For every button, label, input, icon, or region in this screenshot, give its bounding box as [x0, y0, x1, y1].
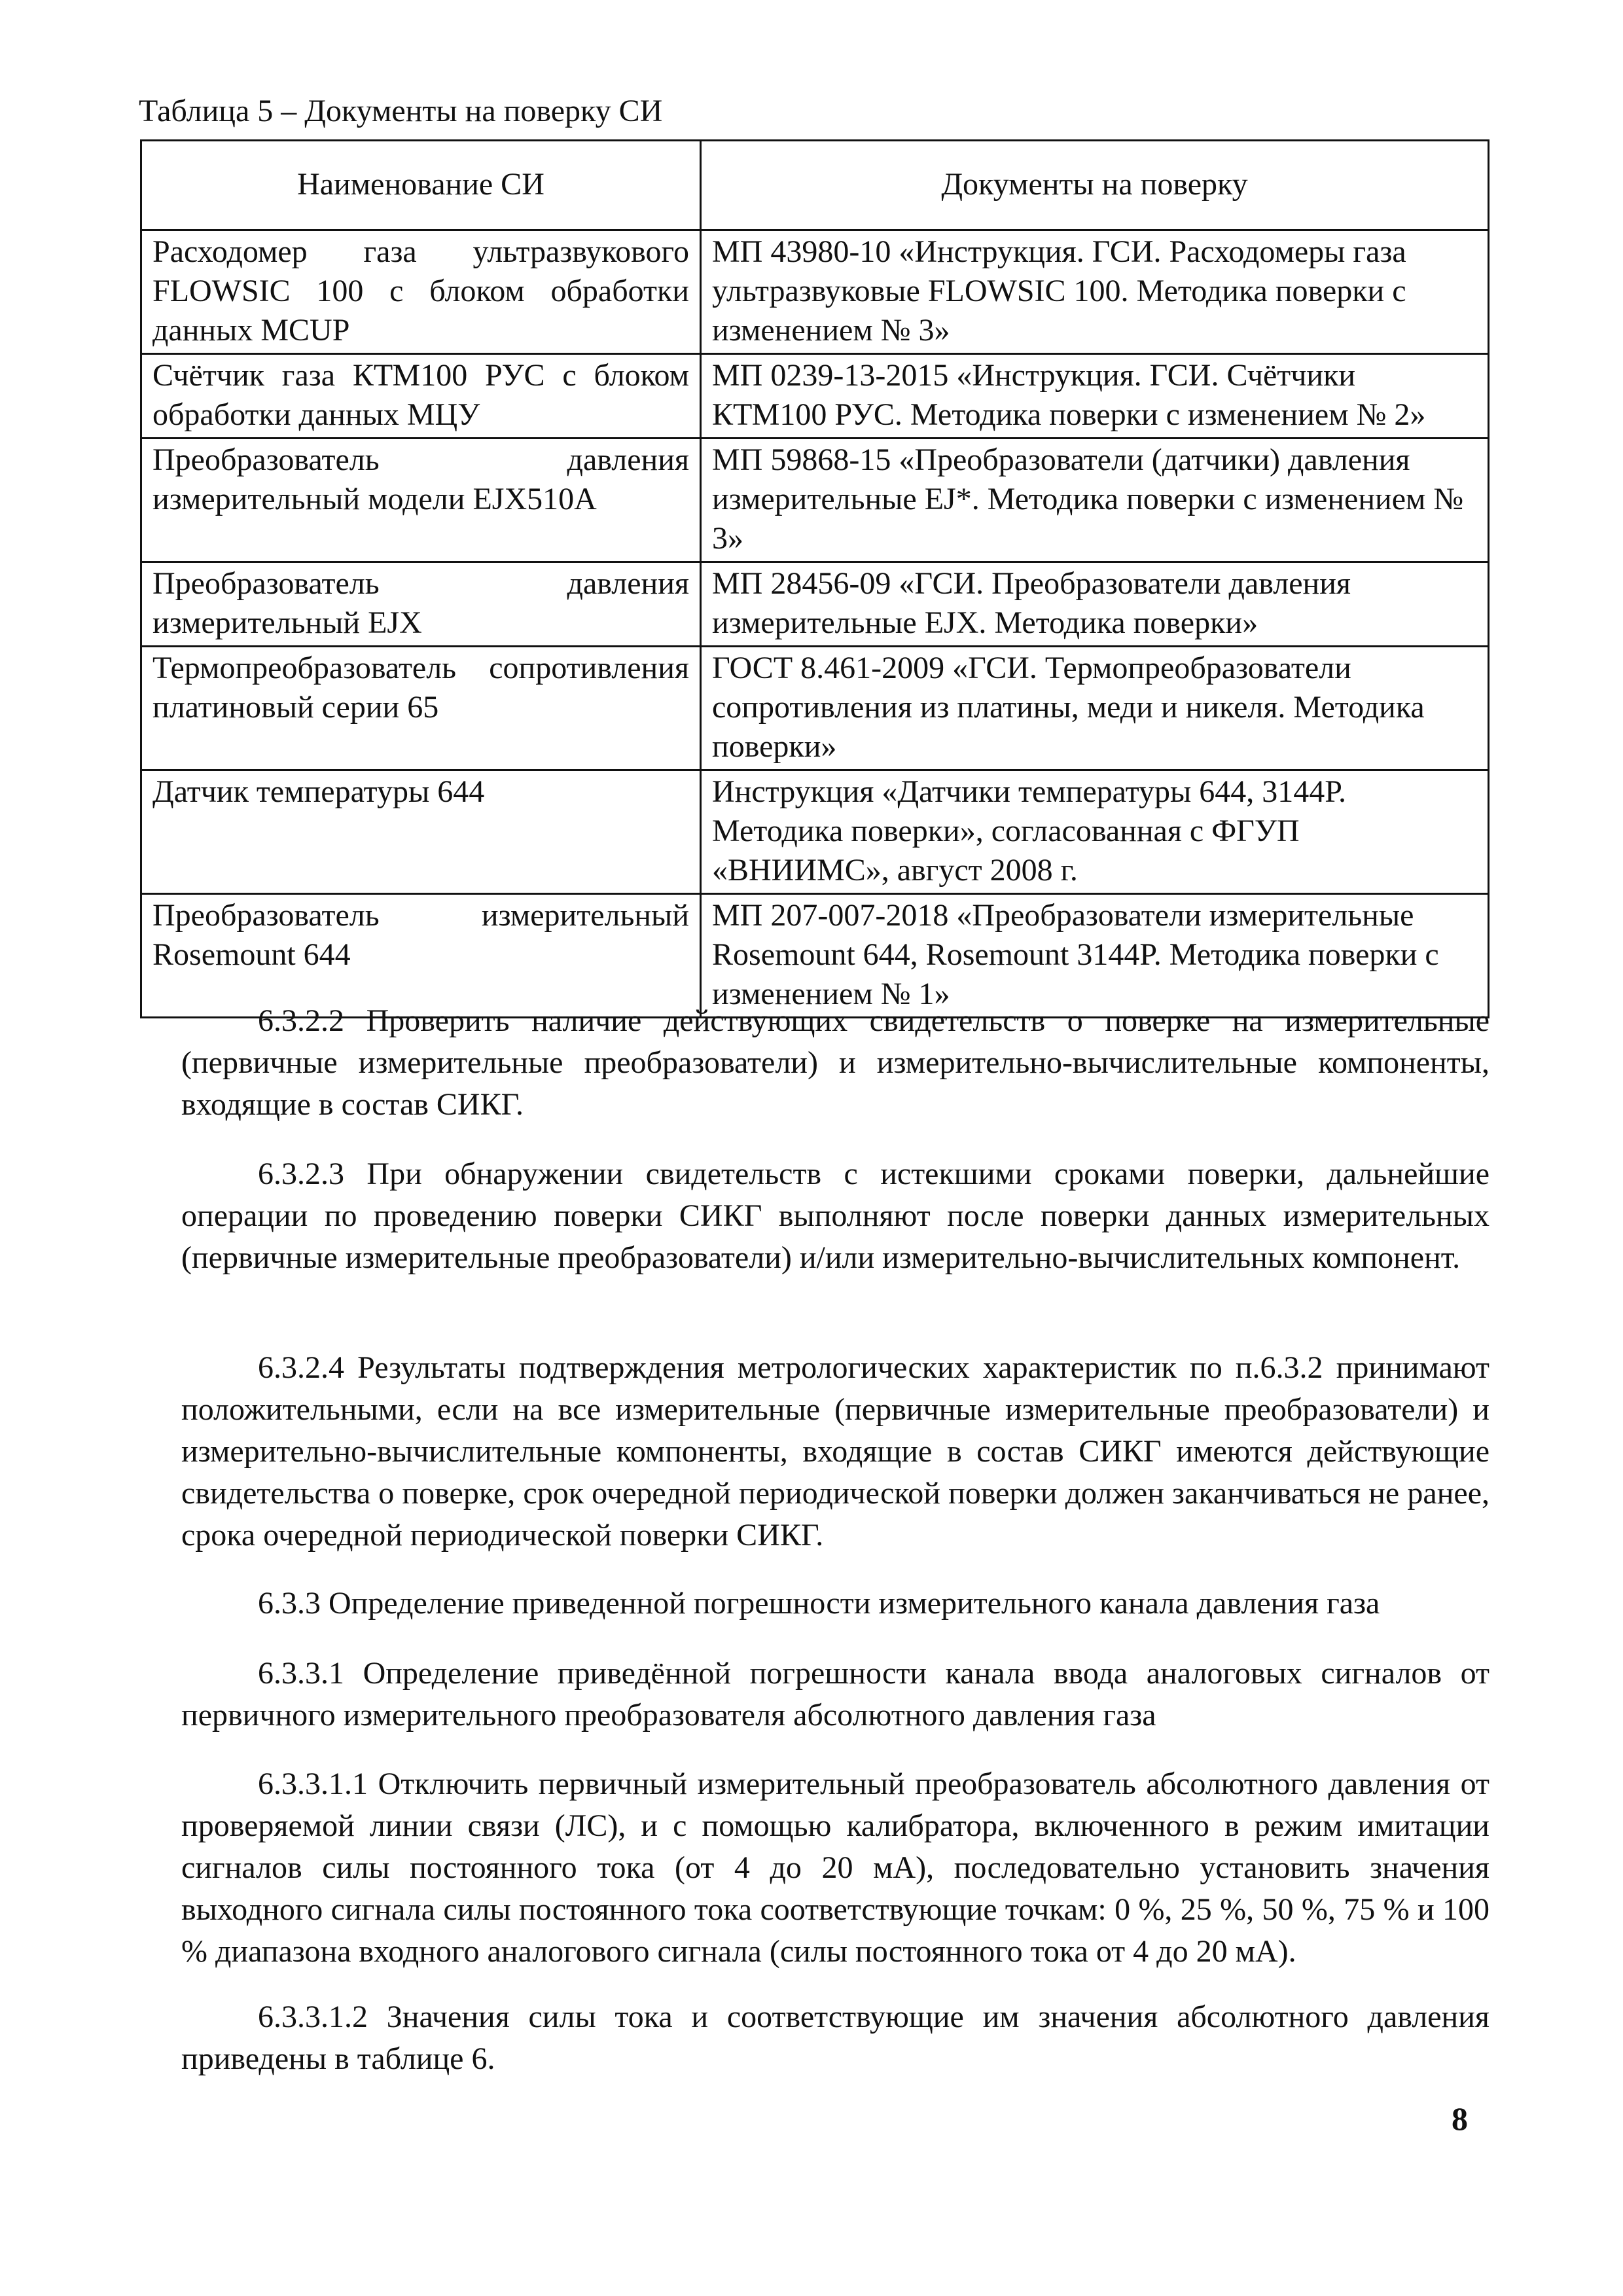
instrument-name-cell: Преобразователь измерительный Rosemount 644: [141, 894, 701, 1018]
table-caption: Таблица 5 – Документы на поверку СИ: [139, 94, 663, 128]
instrument-name-cell: Датчик температуры 644: [141, 770, 701, 894]
table-row: [141, 230, 1489, 354]
instrument-name-cell: Счётчик газа КТМ100 РУС с блоком обработки данных МЦУ: [141, 354, 701, 439]
instrument-name-cell: Расходомер газа ультразвукового FLOWSIC 100 с блоком обработки данных MCUP: [141, 230, 701, 354]
instrument-name-cell: Преобразователь давления измерительный EJX: [141, 562, 701, 647]
verification-doc-cell: МП 28456-09 «ГСИ. Преобразователи давления измерительные EJX. Методика поверки»: [701, 562, 1489, 647]
paragraph-6-3-3-1-2: [181, 1996, 1489, 2080]
table-row: [141, 770, 1489, 894]
header-instrument-name: Наименование СИ: [141, 141, 701, 230]
page-number: 8: [1452, 2100, 1468, 2137]
clause-number: 6.3.2.2: [258, 1003, 344, 1038]
paragraph-6-3-2-2: [181, 1000, 1489, 1126]
paragraph-6-3-2-4: [181, 1347, 1489, 1556]
instrument-name-cell: Термопреобразователь сопротивления платиновый серии 65: [141, 647, 701, 770]
table-row: [141, 439, 1489, 562]
verification-doc-cell: ГОСТ 8.461-2009 «ГСИ. Термопреобразователи сопротивления из платины, меди и никеля. Методика поверки»: [701, 647, 1489, 770]
instrument-name-cell: Преобразователь давления измерительный модели EJX510A: [141, 439, 701, 562]
table-row: [141, 562, 1489, 647]
verification-doc-cell: МП 207-007-2018 «Преобразователи измерительные Rosemount 644, Rosemount 3144P. Методика поверки с изменением № 1»: [701, 894, 1489, 1018]
clause-number: 6.3.3.1.1: [258, 1767, 368, 1801]
paragraph-text: Определение приведенной погрешности измерительного канала давления газа: [329, 1586, 1380, 1621]
paragraph-6-3-3-1-1: [181, 1763, 1489, 1973]
paragraph-text: При обнаружении свидетельств с истекшими сроками поверки, дальнейшие операции по проведению поверки СИКГ выполняют после поверки данных измерительных (первичные измерительные преобразователи) и/или измерительно-вычислительных компонент.: [181, 1157, 1490, 1275]
clause-number: 6.3.3.1.2: [258, 2000, 368, 2034]
verification-documents-table: [140, 139, 1489, 1018]
table-row: [141, 354, 1489, 439]
table-header-row: [141, 141, 1489, 230]
verification-doc-cell: Инструкция «Датчики температуры 644, 3144Р. Методика поверки», согласованная с ФГУП «ВНИИМС», август 2008 г.: [701, 770, 1489, 894]
paragraph-6-3-2-3: [181, 1153, 1489, 1279]
verification-doc-cell: МП 0239-13-2015 «Инструкция. ГСИ. Счётчики КТМ100 РУС. Методика поверки с изменением № 2»: [701, 354, 1489, 439]
paragraph-text: Отключить первичный измерительный преобразователь абсолютного давления от проверяемой линии связи (ЛС), и с помощью калибратора, включенного в режим имитации сигналов силы постоянного тока (от 4 до 20 мА), последовательно установить значения выходного сигнала силы постоянного тока соответствующие точкам: 0 %, 25 %, 50 %, 75 % и 100 % диапазона входного аналогового сигнала (силы постоянного тока от 4 до 20 мА).: [181, 1767, 1490, 1969]
clause-number: 6.3.3.1: [258, 1656, 344, 1691]
verification-doc-cell: МП 59868-15 «Преобразователи (датчики) давления измерительные EJ*. Методика поверки с изменением № 3»: [701, 439, 1489, 562]
header-verification-documents: Документы на поверку: [701, 141, 1489, 230]
paragraph-text: Проверить наличие действующих свидетельств о поверке на измерительные (первичные измерительные преобразователи) и измерительно-вычислительные компоненты, входящие в состав СИКГ.: [181, 1003, 1489, 1122]
paragraph-6-3-3-1: [181, 1653, 1489, 1736]
clause-number: 6.3.2.3: [258, 1157, 344, 1191]
paragraph-text: Значения силы тока и соответствующие им значения абсолютного давления приведены в таблице 6.: [181, 2000, 1490, 2076]
paragraph-6-3-3: [181, 1583, 1489, 1624]
table-row: [141, 894, 1489, 1018]
clause-number: 6.3.2.4: [258, 1350, 344, 1385]
table-row: [141, 647, 1489, 770]
paragraph-text: Определение приведённой погрешности канала ввода аналоговых сигналов от первичного измерительного преобразователя абсолютного давления газа: [181, 1656, 1490, 1732]
clause-number: 6.3.3: [258, 1586, 321, 1621]
paragraph-text: Результаты подтверждения метрологических характеристик по п.6.3.2 принимают положительными, если на все измерительные (первичные измерительные преобразователи) и измерительно-вычислительные компоненты, входящие в состав СИКГ имеются действующие свидетельства о поверке, срок очередной периодической поверки должен заканчиваться не ранее, срока очередной периодической поверки СИКГ.: [181, 1350, 1490, 1552]
verification-doc-cell: МП 43980-10 «Инструкция. ГСИ. Расходомеры газа ультразвуковые FLOWSIC 100. Методика поверки с изменением № 3»: [701, 230, 1489, 354]
